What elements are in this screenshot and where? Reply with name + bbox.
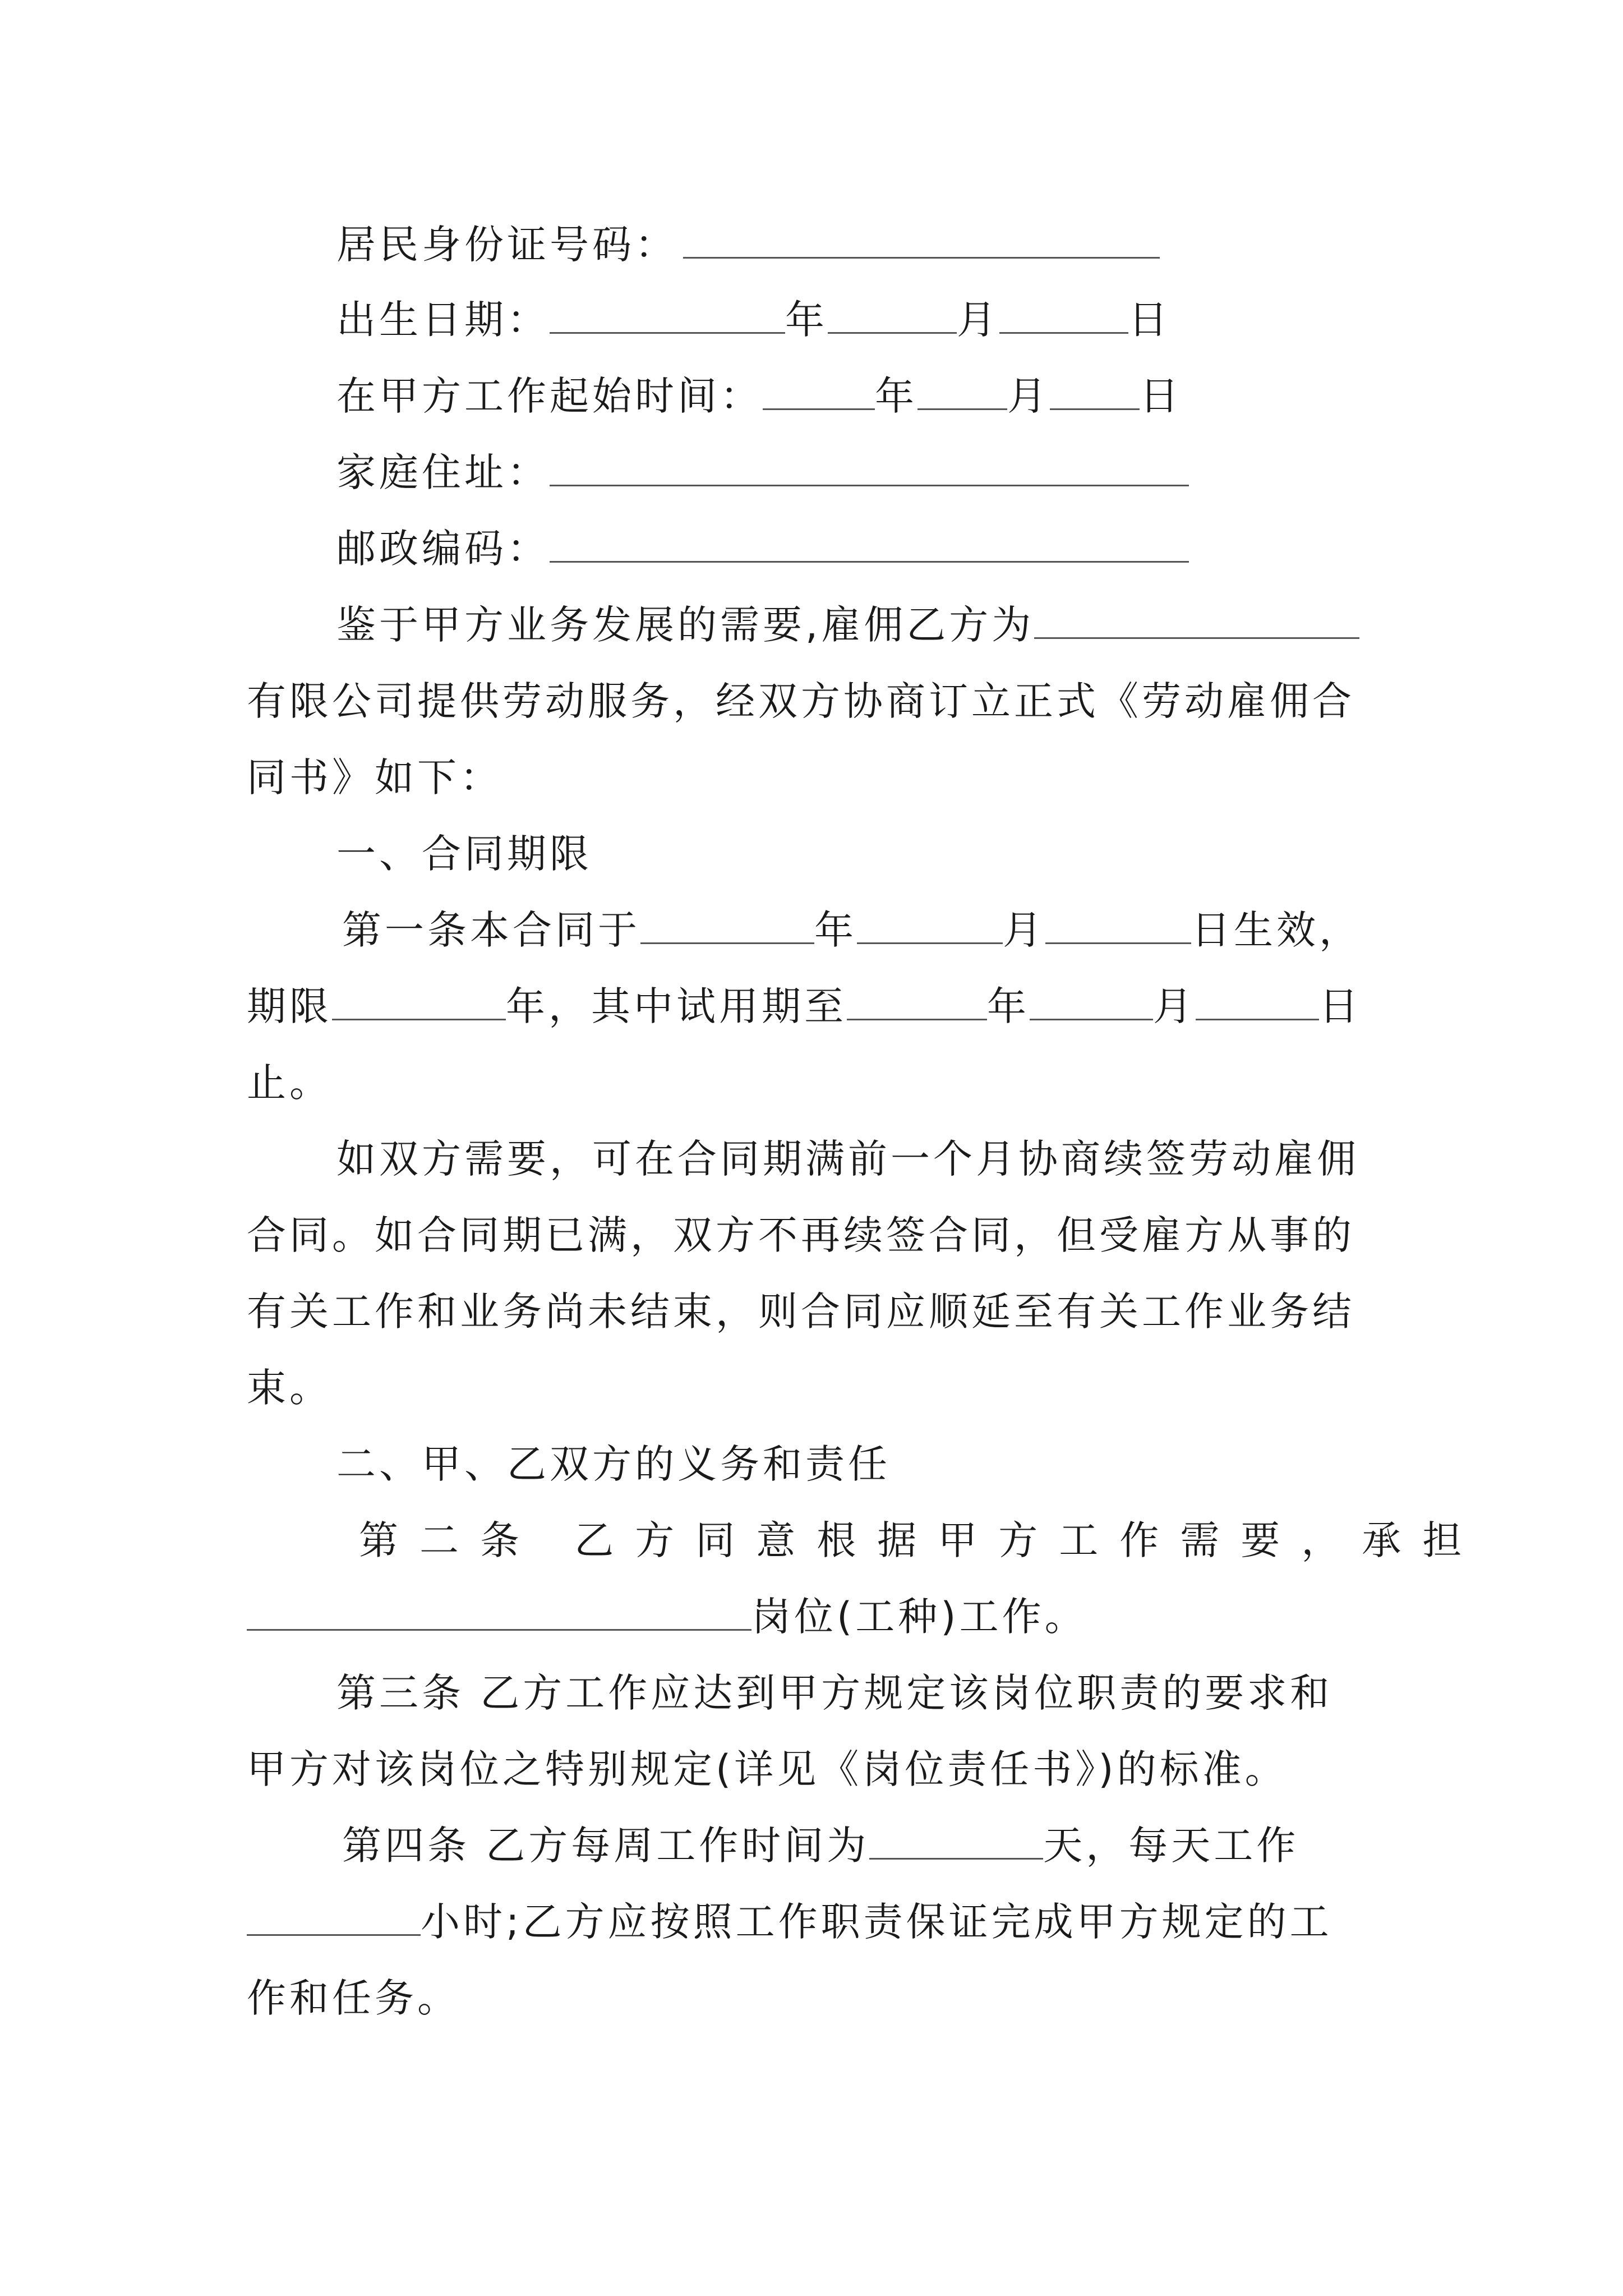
renewal-line-1: 如双方需要，可在合同期满前一个月协商续签劳动雇佣 (336, 1136, 1359, 1182)
effective-day-blank (1045, 902, 1191, 944)
section-2-heading: 二、甲、乙双方的义务和责任 (336, 1441, 891, 1487)
address-blank (550, 444, 1189, 486)
section-1-heading: 一、合同期限 (336, 831, 592, 877)
day-text: 日 (1140, 373, 1182, 419)
article-4-line-2 (247, 1894, 1332, 1950)
effective-text: 日生效， (1191, 907, 1362, 953)
article-4-line-1 (342, 1818, 1299, 1874)
start-month-blank (917, 368, 1007, 410)
hours-text: 小时;乙方应按照工作职责保证完成甲方规定的工 (421, 1899, 1332, 1945)
position-text: 岗位(工种)工作。 (751, 1594, 1087, 1640)
postal-code-label: 邮政编码： (336, 526, 550, 572)
birth-year-blank (550, 292, 785, 334)
year-text: 年 (814, 907, 857, 953)
year-text: 年 (785, 297, 828, 343)
birth-month-blank (828, 292, 957, 334)
intro-text: 鉴于甲方业务发展的需要,雇佣乙方为 (336, 602, 1035, 648)
id-number-label: 居民身份证号码： (336, 222, 677, 268)
month-text: 月 (1153, 983, 1196, 1029)
company-blank (1034, 597, 1359, 639)
probation-month-blank (1030, 978, 1153, 1020)
article-3-line-2: 甲方对该岗位之特别规定(详见《岗位责任书》)的标准。 (247, 1746, 1288, 1792)
id-number-blank (683, 217, 1160, 259)
probation-year-blank (847, 978, 987, 1020)
postal-code-row (336, 521, 1189, 577)
article-4-line-3: 作和任务。 (247, 1975, 460, 2021)
birth-date-row (336, 292, 1171, 348)
article-2-line-1: 第二条 乙方同意根据甲方工作需要，承担 (359, 1517, 1483, 1563)
renewal-line-4: 束。 (247, 1365, 332, 1411)
renewal-line-3: 有关工作和业务尚未结束，则合同应顺延至有关工作业务结 (247, 1289, 1355, 1335)
start-year-blank (763, 368, 875, 410)
start-date-label: 在甲方工作起始时间： (336, 373, 763, 419)
id-number-row (336, 217, 1160, 273)
day-text: 日 (1128, 297, 1171, 343)
term-years-blank (332, 978, 506, 1020)
days-per-week-blank (869, 1818, 1043, 1860)
month-text: 月 (1007, 373, 1050, 419)
article-1-line-2 (247, 978, 1362, 1034)
day-text: 日 (1319, 983, 1362, 1029)
intro-line-2: 有限公司提供劳动服务，经双方协商订立正式《劳动雇佣合 (247, 678, 1355, 724)
article-3-line-1: 第三条 乙方工作应达到甲方规定该岗位职责的要求和 (336, 1670, 1333, 1716)
start-day-blank (1050, 368, 1140, 410)
start-date-row (336, 368, 1182, 424)
birth-date-label: 出生日期： (336, 297, 550, 343)
days-text: 天，每天工作 (1043, 1823, 1299, 1869)
term-label: 期限 (247, 983, 332, 1029)
year-text: 年 (987, 983, 1030, 1029)
month-text: 月 (957, 297, 999, 343)
position-blank (247, 1589, 751, 1631)
article-1-line-1 (342, 902, 1362, 958)
intro-line-3: 同书》如下： (247, 754, 502, 800)
article-1-line-3: 止。 (247, 1060, 332, 1106)
address-row (336, 444, 1189, 500)
article-4-text: 第四条 乙方每周工作时间为 (342, 1823, 870, 1869)
probation-day-blank (1196, 978, 1319, 1020)
article-2-line-2 (247, 1589, 1087, 1645)
postal-code-blank (550, 521, 1189, 563)
birth-day-blank (999, 292, 1128, 334)
year-text: 年 (875, 373, 917, 419)
probation-text: 年，其中试用期至 (506, 983, 847, 1029)
hours-per-day-blank (247, 1894, 421, 1936)
effective-month-blank (857, 902, 1003, 944)
renewal-line-2: 合同。如合同期已满，双方不再续签合同，但受雇方从事的 (247, 1212, 1355, 1258)
address-label: 家庭住址： (336, 449, 550, 495)
effective-year-blank (640, 902, 814, 944)
month-text: 月 (1003, 907, 1045, 953)
intro-line-1 (336, 597, 1359, 653)
article-1-text: 第一条本合同于 (342, 907, 640, 953)
